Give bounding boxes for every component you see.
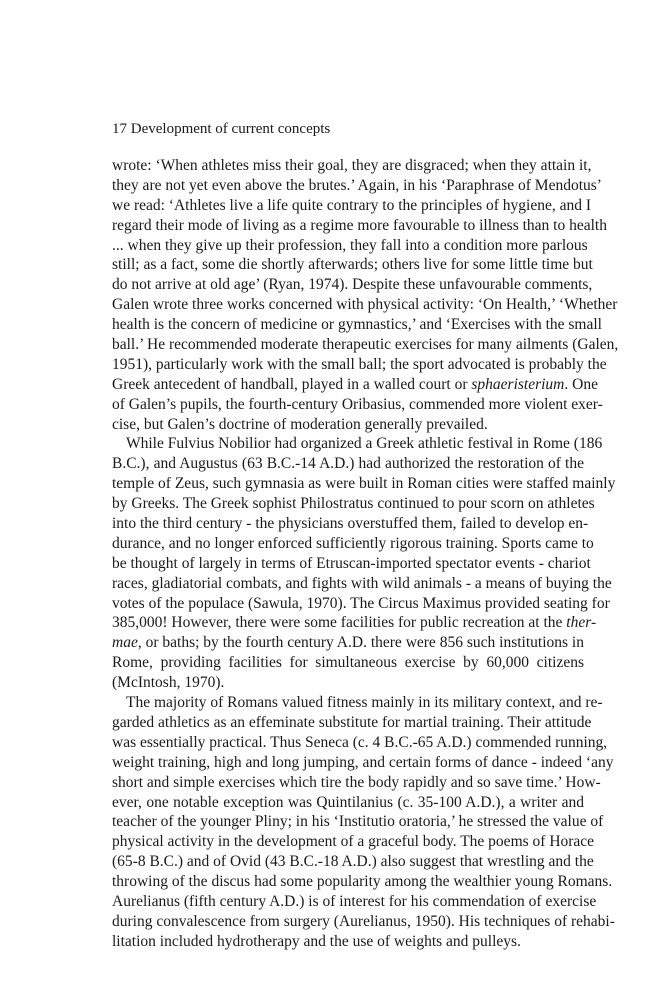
text-line: during convalescence from surgery (Aurelianus, 1950). His techniques of rehabi- <box>112 912 615 930</box>
text-line: garded athletics as an effeminate substitute for martial training. Their attitude <box>112 713 592 731</box>
italic-term: sphaeristerium <box>471 375 565 393</box>
text-line: do not arrive at old age’ (Ryan, 1974). Despite these unfavourable comments, <box>112 276 593 294</box>
text-line: cise, but Galen’s doctrine of moderation generally prevailed. <box>112 415 488 433</box>
text-line: wrote: ‘When athletes miss their goal, they are disgraced; when they attain it, <box>112 157 592 174</box>
page-number: 17 <box>112 121 127 137</box>
text-line: health is the concern of medicine or gymnastics,’ and ‘Exercises with the small <box>112 316 602 334</box>
text-line: B.C.), and Augustus (63 B.C.-14 A.D.) had authorized the restoration of the <box>112 455 584 473</box>
text-line: into the third century - the physicians overstuffed them, failed to develop en- <box>112 515 589 533</box>
text-line: While Fulvius Nobilior had organized a Greek athletic festival in Rome (186 <box>126 435 603 453</box>
text-line <box>112 633 584 653</box>
text-run: . One <box>564 375 598 393</box>
text-line: regard their mode of living as a regime more favourable to illness than to health <box>112 216 607 234</box>
text-line: Rome, providing facilities for simultaneous exercise by 60,000 citizens <box>112 654 584 672</box>
running-head <box>112 119 330 139</box>
text-line: ever, one notable exception was Quintilanius (c. 35-100 A.D.), a writer and <box>112 793 584 811</box>
text-line: teacher of the younger Pliny; in his ‘Institutio oratoria,’ he stressed the value of <box>112 813 604 831</box>
body-text <box>112 156 619 952</box>
text-line: throwing of the discus had some popularity among the wealthier young Romans. <box>112 873 613 891</box>
text-line <box>112 613 597 633</box>
chapter-title: Development of current concepts <box>130 121 331 137</box>
text-line: by Greeks. The Greek sophist Philostratus continued to pour scorn on athletes <box>112 495 595 513</box>
paragraph-2 <box>112 434 616 693</box>
paragraph-1 <box>112 156 619 434</box>
text-run: 385,000! However, there were some facilities for public recreation at the <box>112 614 567 632</box>
text-line: votes of the populace (Sawula, 1970). The Circus Maximus provided seating for <box>112 594 610 612</box>
text-line: weight training, high and long jumping, and certain forms of dance - indeed ‘any <box>112 753 614 771</box>
text-line: ball.’ He recommended moderate therapeutic exercises for many ailments (Galen, <box>112 336 619 354</box>
text-line: be thought of largely in terms of Etruscan-imported spectator events - chariot <box>112 554 591 572</box>
text-line: we read: ‘Athletes live a life quite contrary to the principles of hygiene, and I <box>112 196 592 214</box>
paragraph-3 <box>112 693 615 952</box>
text-line: Galen wrote three works concerned with physical activity: ‘On Health,’ ‘Whether <box>112 296 618 314</box>
text-line: 1951), particularly work with the small ball; the sport advocated is probably the <box>112 355 607 373</box>
text-line: of Galen’s pupils, the fourth-century Oribasius, commended more violent exer- <box>112 395 603 413</box>
text-line: was essentially practical. Thus Seneca (c. 4 B.C.-65 A.D.) commended running, <box>112 733 608 751</box>
italic-term: ther- <box>566 614 597 632</box>
text-line: they are not yet even above the brutes.’ Again, in his ‘Paraphrase of Mendotus’ <box>112 176 602 194</box>
text-line: races, gladiatorial combats, and fights with wild animals - a means of buying the <box>112 574 612 592</box>
text-line: short and simple exercises which tire the body rapidly and so save time.’ How- <box>112 773 601 791</box>
text-line <box>112 375 598 395</box>
text-line: (65-8 B.C.) and of Ovid (43 B.C.-18 A.D.) also suggest that wrestling and the <box>112 853 594 871</box>
text-line: litation included hydrotherapy and the use of weights and pulleys. <box>112 932 521 950</box>
text-line: still; as a fact, some die shortly afterwards; others live for some little time but <box>112 256 593 274</box>
text-line: temple of Zeus, such gymnasia as were built in Roman cities were staffed mainly <box>112 475 616 493</box>
italic-term: mae <box>112 634 138 652</box>
text-line: durance, and no longer enforced sufficiently rigorous training. Sports came to <box>112 534 594 552</box>
text-run: Greek antecedent of handball, played in a walled court or <box>112 375 472 393</box>
text-line: Aurelianus (fifth century A.D.) is of interest for his commendation of exercise <box>112 892 597 910</box>
text-line: ... when they give up their profession, they fall into a condition more parlous <box>112 236 588 254</box>
text-line: The majority of Romans valued fitness mainly in its military context, and re- <box>126 694 603 712</box>
text-line: physical activity in the development of a graceful body. The poems of Horace <box>112 833 595 851</box>
text-line: (McIntosh, 1970). <box>112 674 225 692</box>
text-run: , or baths; by the fourth century A.D. there were 856 such institutions in <box>137 634 584 652</box>
